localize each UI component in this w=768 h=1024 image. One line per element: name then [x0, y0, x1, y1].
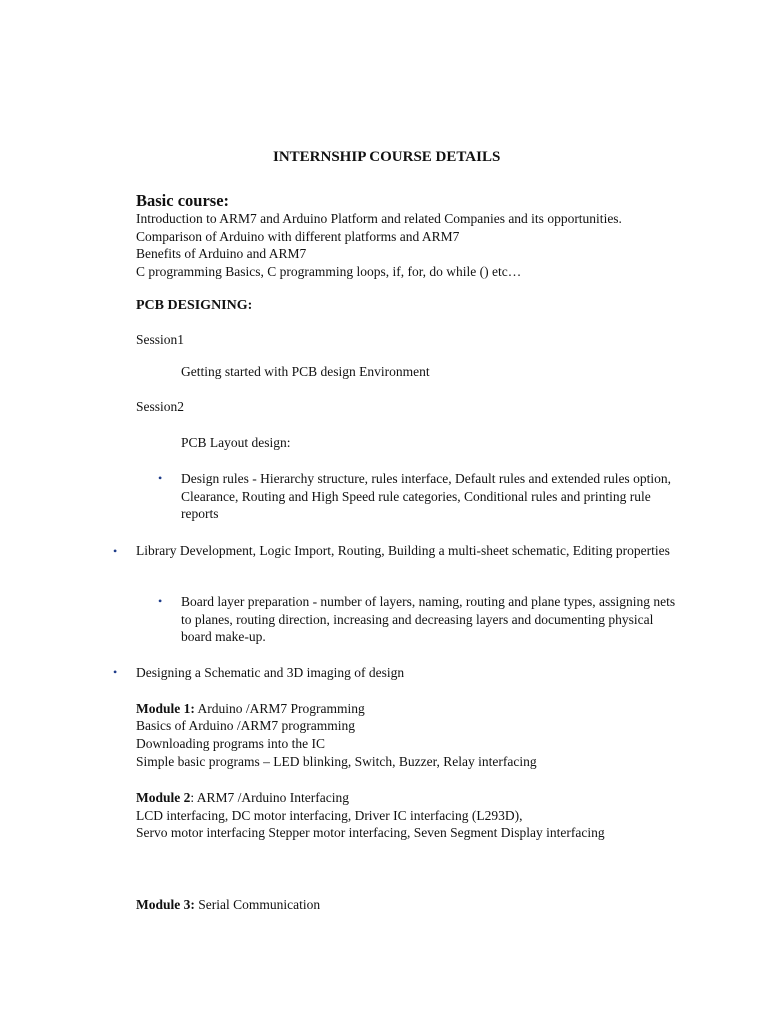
bullet-icon: •	[113, 544, 118, 558]
module1-title: Arduino /ARM7 Programming	[194, 701, 365, 716]
session2-item: PCB Layout design:	[181, 435, 291, 450]
basic-course-line: Introduction to ARM7 and Arduino Platform and related Companies and its opportunities.	[136, 211, 622, 226]
module3-title: Serial Communication	[194, 897, 321, 912]
bullet-item-design-rules: Design rules - Hierarchy structure, rules interface, Default rules and extended rules option, Clearance, Routing and High Speed rule categories, Conditional rules and printing rule reports	[181, 471, 671, 521]
module1-line: Basics of Arduino /ARM7 programming	[136, 718, 355, 733]
module3-heading	[136, 896, 320, 913]
module2-title: : ARM7 /Arduino Interfacing	[190, 790, 349, 805]
module2-line: LCD interfacing, DC motor interfacing, Driver IC interfacing (L293D),	[136, 808, 523, 823]
basic-course-line: Comparison of Arduino with different platforms and ARM7	[136, 229, 460, 244]
module1-label: Module 1:	[136, 701, 195, 716]
session1-label: Session1	[136, 332, 185, 347]
bullet-icon: •	[113, 665, 118, 679]
document-title: INTERNSHIP COURSE DETAILS	[273, 149, 501, 165]
basic-course-heading: Basic course:	[136, 191, 230, 210]
session2-label: Session2	[136, 399, 185, 414]
bullet-item-board-layer: Board layer preparation - number of layers, naming, routing and plane types, assigning nets to planes, routing direction, increasing and decreasing layers and documenting physical board make-up.	[181, 594, 676, 644]
module2-line: Servo motor interfacing Stepper motor interfacing, Seven Segment Display interfacing	[136, 825, 605, 840]
bullet-icon: •	[158, 471, 163, 485]
bullet-icon: •	[158, 594, 163, 608]
module3-label: Module 3:	[136, 897, 195, 912]
basic-course-line: C programming Basics, C programming loops, if, for, do while () etc…	[136, 264, 522, 279]
module1-line: Downloading programs into the IC	[136, 736, 325, 751]
bullet-item-library-development: Library Development, Logic Import, Routing, Building a multi-sheet schematic, Editing properties	[136, 543, 670, 558]
pcb-heading: PCB DESIGNING:	[136, 298, 253, 313]
module2-heading	[136, 789, 349, 806]
bullet-item-schematic: Designing a Schematic and 3D imaging of design	[136, 665, 405, 680]
module1-line: Simple basic programs – LED blinking, Switch, Buzzer, Relay interfacing	[136, 754, 537, 769]
module1-heading	[136, 700, 365, 717]
session1-item: Getting started with PCB design Environment	[181, 364, 430, 379]
basic-course-line: Benefits of Arduino and ARM7	[136, 246, 307, 261]
module2-label: Module 2	[136, 790, 191, 805]
